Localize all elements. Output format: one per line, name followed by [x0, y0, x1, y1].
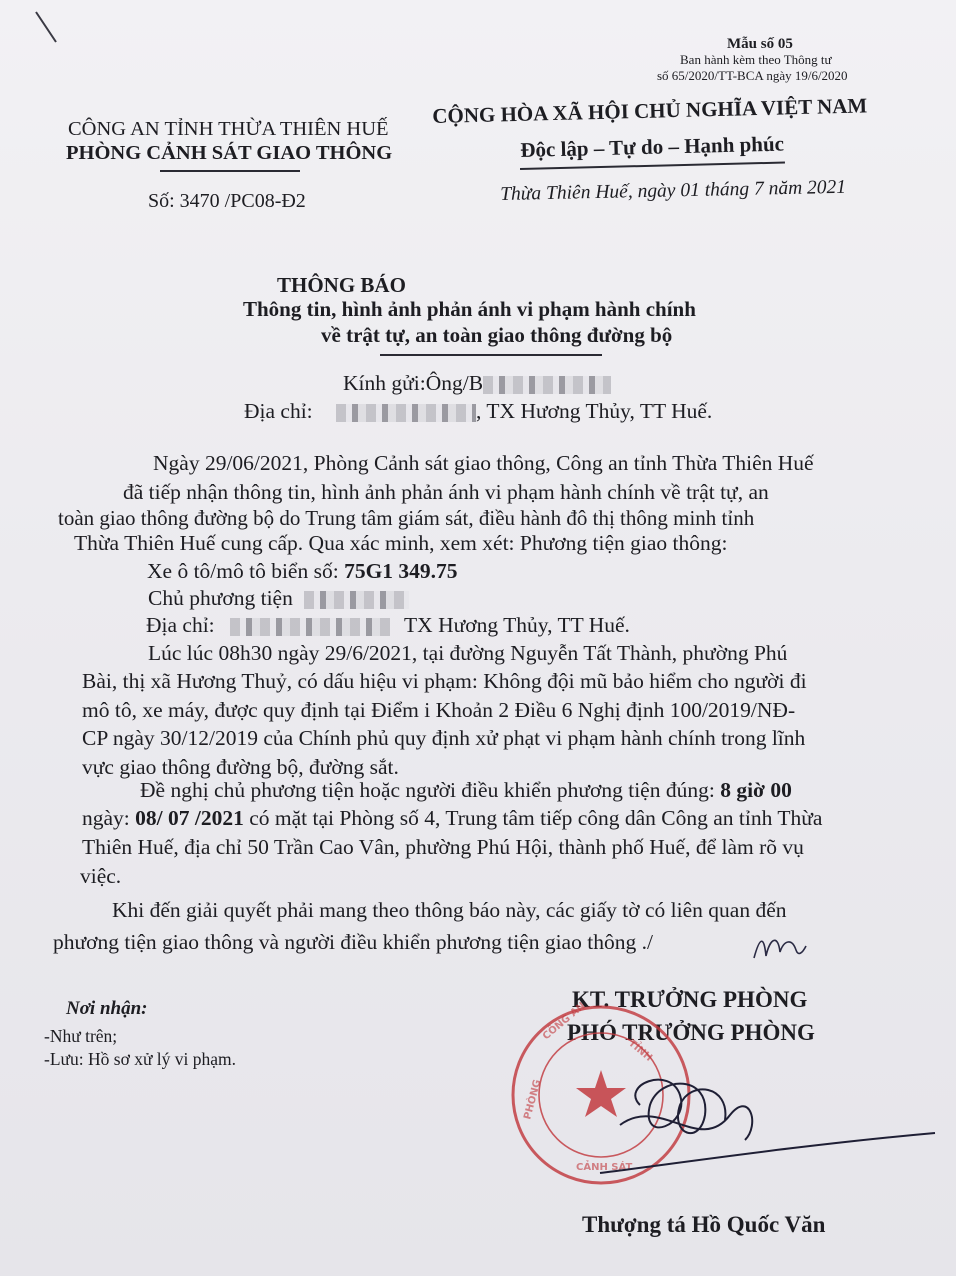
owner-address-label: Địa chỉ:: [146, 613, 215, 637]
para1-line2: đã tiếp nhận thông tin, hình ảnh phản ánh vi phạm hành chính về trật tự, an: [123, 480, 769, 504]
para1-line1: Ngày 29/06/2021, Phòng Cảnh sát giao thông, Công an tỉnh Thừa Thiên Huế: [153, 451, 814, 475]
para3-location: có mặt tại Phòng số 4, Trung tâm tiếp công dân Công an tỉnh Thừa: [243, 806, 823, 830]
svg-text:PHÒNG: PHÒNG: [522, 1078, 544, 1121]
department-underline: [160, 170, 300, 172]
vehicle-label: Xe ô tô/mô tô biển số:: [147, 559, 345, 583]
recipients-heading: Nơi nhận:: [66, 998, 148, 1019]
para1-line3: toàn giao thông đường bộ do Trung tâm giám sát, điều hành đô thị thông minh tỉnh: [58, 506, 755, 530]
document-number: Số: 3470 /PC08-Đ2: [148, 190, 306, 212]
appointment-date: 08/ 07 /2021: [135, 806, 244, 830]
recipient-address-line: [244, 396, 712, 428]
para3-line1: [140, 775, 792, 807]
address-tail: , TX Hương Thủy, TT Huế.: [476, 399, 713, 423]
para3-line3: Thiên Huế, địa chỉ 50 Trần Cao Vân, phường Phú Hội, thành phố Huế, để làm rõ vụ: [82, 835, 804, 859]
para2-line1: Lúc lúc 08h30 ngày 29/6/2021, tại đường Nguyễn Tất Thành, phường Phú: [148, 641, 788, 665]
recipient-item-2: -Lưu: Hồ sơ xử lý vi phạm.: [44, 1049, 237, 1069]
redacted-address: [336, 404, 476, 422]
notice-title: THÔNG BÁO: [277, 273, 406, 297]
owner-address-line: [146, 610, 630, 642]
svg-text:TỈNH: TỈNH: [626, 1037, 655, 1064]
para1-line4: Thừa Thiên Huế cung cấp. Qua xác minh, xem xét: Phương tiện giao thông:: [74, 531, 728, 555]
pen-mark: [30, 8, 70, 48]
owner-label: Chủ phương tiện: [148, 586, 293, 610]
license-plate: 75G1 349.75: [344, 559, 458, 583]
para2-line3: mô tô, xe máy, được quy định tại Điểm i Khoản 2 Điều 6 Nghị định 100/2019/NĐ-: [82, 698, 796, 722]
notice-subtitle-line2: về trật tự, an toàn giao thông đường bộ: [321, 323, 673, 347]
para2-line4: CP ngày 30/12/2019 của Chính phủ quy định xử phạt vi phạm hành chính trong lĩnh: [82, 726, 806, 750]
initial-mark: [750, 928, 810, 968]
signer-name: Thượng tá Hồ Quốc Văn: [582, 1212, 826, 1237]
form-number: Mẫu số 05: [727, 36, 793, 52]
signatory-title-1: KT. TRƯỞNG PHÒNG: [572, 987, 808, 1012]
place-and-date: Thừa Thiên Huế, ngày 01 tháng 7 năm 2021: [500, 176, 847, 205]
appointment-time: 8 giờ 00: [720, 778, 792, 802]
redacted-owner-address: [230, 618, 390, 636]
para3-text: Đề nghị chủ phương tiện hoặc người điều khiển phương tiện đúng:: [140, 778, 721, 802]
form-issued-line2: số 65/2020/TT-BCA ngày 19/6/2020: [657, 68, 848, 83]
signatory-title-2: PHÓ TRƯỞNG PHÒNG: [567, 1020, 815, 1045]
motto-underline: [520, 162, 785, 170]
title-underline: [380, 354, 602, 356]
para3-line4: việc.: [80, 864, 122, 888]
para3-line2: [82, 803, 822, 835]
para4-line2: phương tiện giao thông và người điều khiển phương tiện giao thông ./: [53, 930, 653, 954]
para4-line1: Khi đến giải quyết phải mang theo thông báo này, các giấy tờ có liên quan đến: [112, 898, 787, 922]
svg-text:CÔNG AN: CÔNG AN: [540, 1000, 588, 1043]
country-name: CỘNG HÒA XÃ HỘI CHỦ NGHĨA VIỆT NAM: [432, 93, 868, 128]
redacted-owner: [304, 591, 409, 609]
redacted-name: [483, 376, 611, 394]
owner-address-tail: TX Hương Thủy, TT Huế.: [404, 613, 630, 637]
national-motto: Độc lập – Tự do – Hạnh phúc: [520, 131, 785, 162]
para2-line5: vực giao thông đường bộ, đường sắt.: [82, 755, 399, 779]
notice-subtitle-line1: Thông tin, hình ảnh phản ánh vi phạm hành chính: [243, 297, 696, 321]
agency-name: CÔNG AN TỈNH THỪA THIÊN HUẾ: [68, 118, 389, 140]
department-name: PHÒNG CẢNH SÁT GIAO THÔNG: [66, 142, 393, 164]
para3-date-label: ngày:: [82, 806, 136, 830]
form-issued-line1: Ban hành kèm theo Thông tư: [680, 52, 832, 67]
recipient-item-1: -Như trên;: [44, 1026, 118, 1046]
recipient-line: [343, 368, 611, 400]
svg-text:CẢNH SÁT: CẢNH SÁT: [576, 1162, 633, 1173]
address-label: Địa chỉ:: [244, 399, 313, 423]
recipient-label: Kính gửi:Ông/B: [343, 371, 484, 395]
para2-line2: Bài, thị xã Hương Thuỷ, có dấu hiệu vi phạm: Không đội mũ bảo hiểm cho người đi: [82, 669, 807, 693]
handwritten-signature: [580, 1045, 940, 1175]
